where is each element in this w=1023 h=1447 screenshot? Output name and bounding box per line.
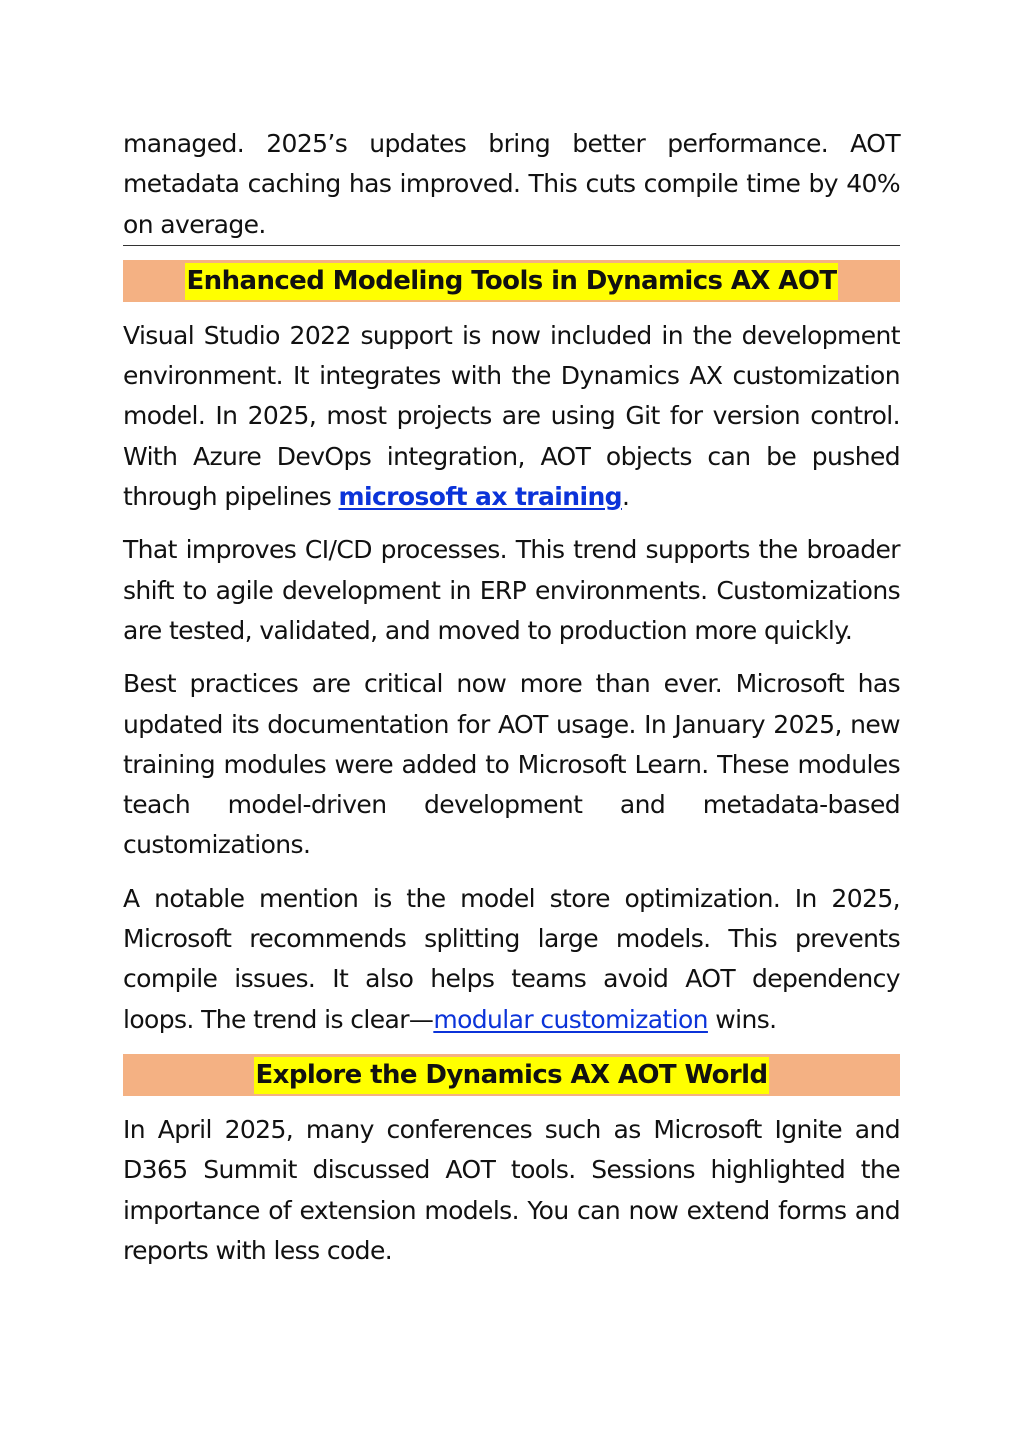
modular-customization-link[interactable]: modular customization	[433, 1004, 708, 1034]
paragraph-best-practices: Best practices are critical now more than ever. Microsoft has updated its documentation for AOT usage. In January 2025, new training modules were added to Microsoft Learn. These modules teach model-driven development and metadata-based customizations.	[123, 669, 900, 860]
document-page	[123, 124, 900, 1271]
paragraph-model-store	[123, 879, 900, 1040]
section-heading-band	[123, 1054, 900, 1096]
paragraph-text-end: .	[621, 482, 630, 512]
paragraph-text: A notable mention is the model store optimization. In 2025, Microsoft recommends splitting large models. This prevents compile issues. It also helps teams avoid AOT dependency loops. The trend is clear—	[123, 883, 900, 1034]
paragraph-cicd: That improves CI/CD processes. This trend supports the broader shift to agile development in ERP environments. Customizations are tested, validated, and moved to production more quickly.	[123, 535, 900, 645]
intro-paragraph: managed. 2025’s updates bring better performance. AOT metadata caching has improved. This cuts compile time by 40% on average.	[123, 129, 900, 239]
section-heading-enhanced-modeling: Enhanced Modeling Tools in Dynamics AX AOT	[185, 263, 839, 300]
microsoft-ax-training-link[interactable]: microsoft ax training	[338, 482, 622, 512]
horizontal-rule	[123, 245, 900, 246]
section-heading-explore: Explore the Dynamics AX AOT World	[254, 1057, 770, 1094]
paragraph-text-end: wins.	[707, 1004, 777, 1034]
paragraph-text: Visual Studio 2022 support is now included in the development environment. It integrates with the Dynamics AX customization model. In 2025, most projects are using Git for version control. With Azure DevOps integration, AOT objects can be pushed through pipelines	[123, 320, 900, 512]
paragraph-april-conferences: In April 2025, many conferences such as Microsoft Ignite and D365 Summit discussed AOT tools. Sessions highlighted the importance of extension models. You can now extend forms and reports with less code.	[123, 1114, 900, 1265]
paragraph-visual-studio	[123, 316, 900, 517]
section-heading-band	[123, 260, 900, 302]
